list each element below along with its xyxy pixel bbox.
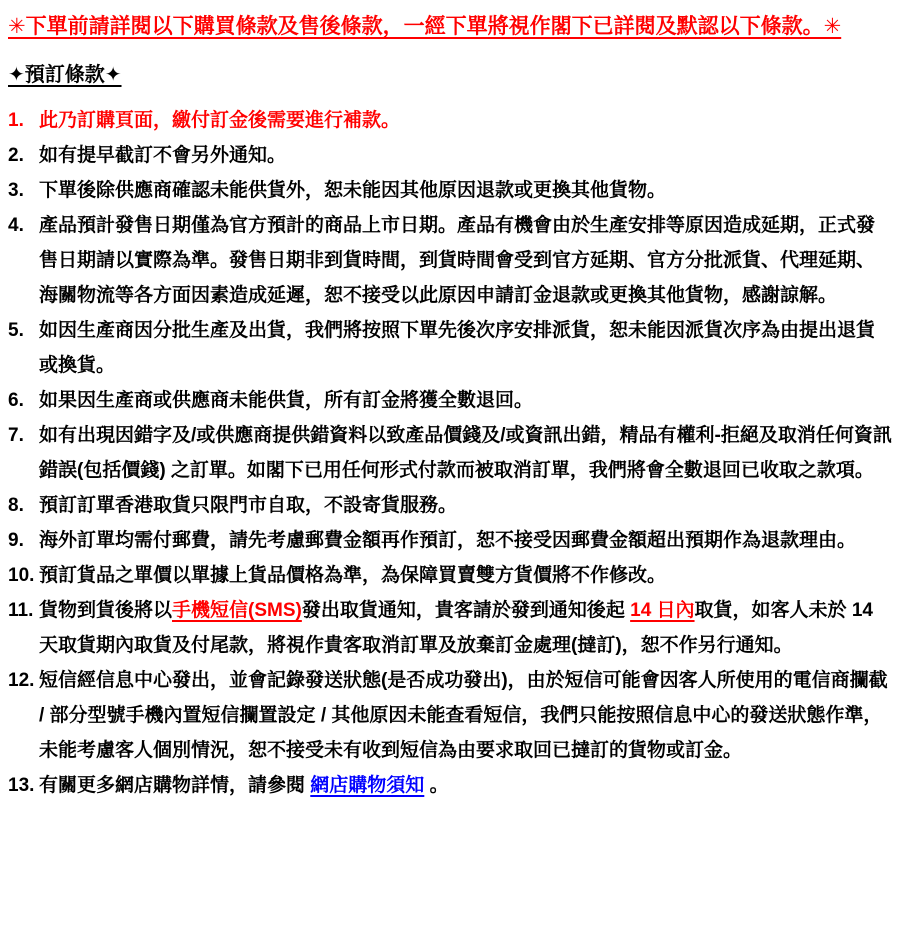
term-number: 11. [8, 600, 34, 621]
term-item-9 [8, 523, 893, 558]
term-text-segment: 如有提早截訂不會另外通知。 [39, 145, 287, 166]
term-number: 6. [8, 390, 24, 411]
term-text [39, 558, 893, 593]
term-item-10 [8, 558, 893, 593]
term-number: 1. [8, 110, 24, 131]
term-text-segment: 取貨，如客人未於 14 天取貨期內取貨及付尾款，將視作貴客取消訂單及放棄訂金處理(撻訂)，恕不作另行通知。 [39, 600, 873, 656]
term-item-4 [8, 208, 893, 313]
term-text-segment: 如因生產商因分批生產及出貨，我們將按照下單先後次序安排派貨，恕未能因派貨次序為由提出退貨或換貨。 [39, 320, 876, 376]
term-number: 9. [8, 530, 24, 551]
term-number: 8. [8, 495, 24, 516]
term-text [39, 138, 893, 173]
term-item-11 [8, 593, 893, 663]
term-text [39, 173, 893, 208]
term-item-3 [8, 173, 893, 208]
term-text-segment: 海外訂單均需付郵費，請先考慮郵費金額再作預訂，恕不接受因郵費金額超出預期作為退款理由。 [39, 530, 857, 551]
term-text [39, 418, 893, 488]
term-number: 2. [8, 145, 24, 166]
term-text [39, 103, 893, 138]
term-text-segment: 預訂訂單香港取貨只限門市自取，不設寄貨服務。 [39, 495, 458, 516]
term-text-segment: 貨物到貨後將以 [39, 600, 173, 621]
red-emphasis-text: 14 日內 [630, 600, 695, 621]
store-shopping-guide-link[interactable]: 網店購物須知 [310, 775, 425, 796]
term-text-segment: 有關更多網店購物詳情，請參閱 [39, 775, 311, 796]
term-number: 7. [8, 425, 24, 446]
term-text [39, 523, 893, 558]
term-item-13 [8, 768, 893, 803]
term-text-segment: 短信經信息中心發出，並會記錄發送狀態(是否成功發出)，由於短信可能會因客人所使用的電信商攔截 / 部分型號手機內置短信攔置設定 / 其他原因未能查看短信，我們只能按照信息中心的發送狀態作準，未能考慮客人個別情況，恕不接受未有收到短信為由要求取回已撻訂的貨物或訂金。 [39, 670, 888, 761]
term-number: 13. [8, 775, 35, 796]
term-number: 3. [8, 180, 24, 201]
term-item-1 [8, 103, 893, 138]
term-number: 12. [8, 670, 35, 691]
term-text-segment: 預訂貨品之單價以單據上貨品價格為準，為保障買賣雙方貨價將不作修改。 [39, 565, 667, 586]
term-number: 10. [8, 565, 35, 586]
term-text [39, 383, 893, 418]
term-text [39, 488, 893, 523]
term-text-segment: 如有出現因錯字及/或供應商提供錯資料以致產品價錢及/或資訊出錯，精品有權利-拒絕及取消任何資訊錯誤(包括價錢) 之訂單。如閣下已用任何形式付款而被取消訂單，我們將會全數退回已收取之款項。 [39, 425, 892, 481]
term-text-segment: 下單後除供應商確認未能供貨外，恕未能因其他原因退款或更換其他貨物。 [39, 180, 667, 201]
term-item-6 [8, 383, 893, 418]
term-item-5 [8, 313, 893, 383]
term-number: 4. [8, 215, 24, 236]
term-text-segment: 此乃訂購頁面，繳付訂金後需要進行補款。 [39, 110, 401, 131]
term-text-segment: 如果因生產商或供應商未能供貨，所有訂金將獲全數退回。 [39, 390, 534, 411]
term-text-segment: 發出取貨通知，貴客請於發到通知後起 [301, 600, 631, 621]
terms-list [8, 103, 893, 803]
term-text-segment: 。 [424, 775, 449, 796]
term-text [39, 663, 893, 768]
term-item-7 [8, 418, 893, 488]
term-text [39, 768, 893, 803]
red-emphasis-text: 手機短信(SMS) [172, 600, 302, 621]
purchase-warning-banner: ✳下單前請詳閱以下購買條款及售後條款，一經下單將視作閣下已詳閱及默認以下條款。✳ [8, 15, 842, 38]
term-text [39, 208, 893, 313]
term-item-8 [8, 488, 893, 523]
term-text [39, 313, 893, 383]
term-text [39, 593, 893, 663]
term-item-2 [8, 138, 893, 173]
term-text-segment: 產品預計發售日期僅為官方預計的商品上市日期。產品有機會由於生產安排等原因造成延期，正式發售日期請以實際為準。發售日期非到貨時間，到貨時間會受到官方延期、官方分批派貨、代理延期、海關物流等各方面因素造成延遲，恕不接受以此原因申請訂金退款或更換其他貨物，感謝諒解。 [39, 215, 876, 306]
term-item-12 [8, 663, 893, 768]
term-number: 5. [8, 320, 24, 341]
section-title-pre-order-terms: ✦預訂條款✦ [8, 64, 122, 86]
